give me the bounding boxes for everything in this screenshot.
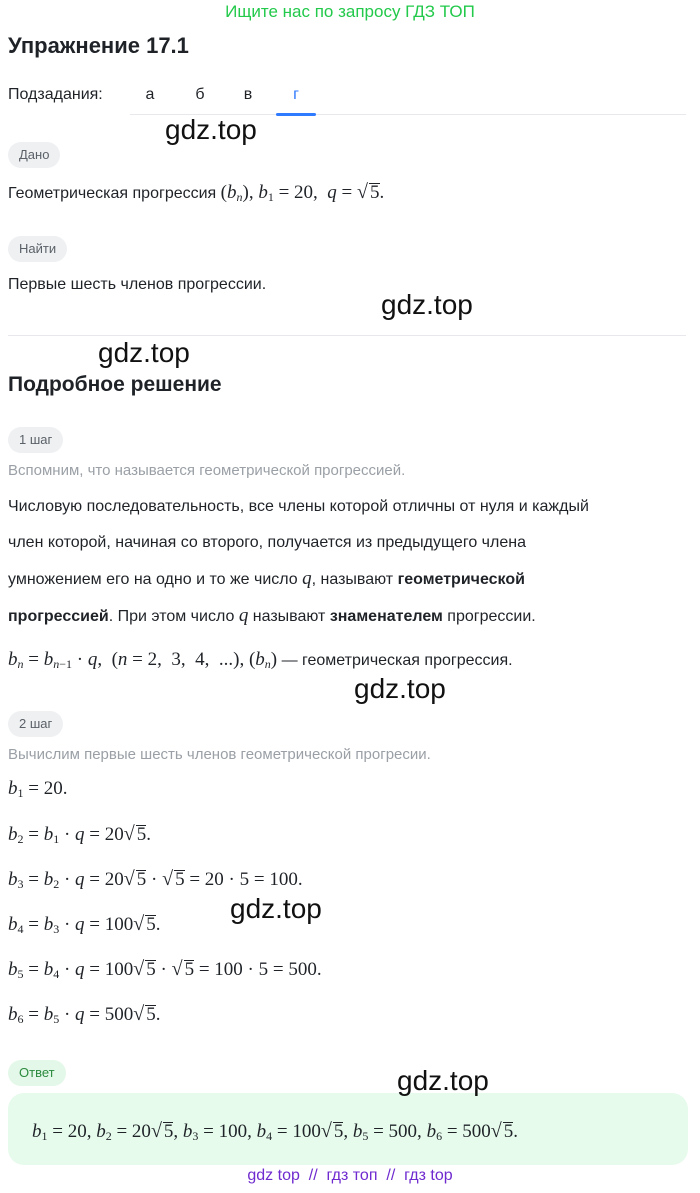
- footer-links[interactable]: gdz top // гдз топ // гдз top: [247, 1167, 453, 1184]
- step2-pill: 2 шаг: [8, 711, 63, 737]
- step1-hint: Вспомним, что называется геометрической прогрессией.: [8, 462, 406, 479]
- page-title: Упражнение 17.1: [8, 33, 189, 58]
- answer-pill: Ответ: [8, 1060, 66, 1086]
- find-pill: Найти: [8, 236, 67, 262]
- step1-pill: 1 шаг: [8, 427, 63, 453]
- watermark: gdz.top: [354, 673, 446, 704]
- formula-b6: $b_6 = b_5 \cdot q = 500√$ 5.: [8, 1003, 161, 1026]
- tab-subtask-a[interactable]: а: [145, 86, 155, 103]
- given-pill: Дано: [8, 142, 60, 168]
- watermark: gdz.top: [230, 893, 322, 924]
- watermark: gdz.top: [165, 114, 257, 145]
- subtasks-label: Подзадания:: [8, 86, 103, 103]
- formula-b3: $b_3 = b_2 \cdot q = 20√$ 5 · √ 5 = 20 · 5 = 100.: [8, 868, 303, 891]
- section-divider: [8, 335, 686, 336]
- formula-b1: $b_1 = 20$.: [8, 778, 68, 800]
- step1-definition: Числовую последовательность, все члены которой отличны от нуля и каждый член которой, начиная со второго, получается из предыдущего члена умножением его на одно и то же число q, называют геометрической прогрессией. При этом число q называют знаменателем прогрессии.: [8, 498, 589, 626]
- tab-subtask-v[interactable]: в: [243, 86, 253, 103]
- given-text: Геометрическая прогрессия $(b_n)$, $b_1 = 20$, q = √ 5.: [8, 181, 385, 204]
- solution-title: Подробное решение: [8, 373, 222, 396]
- step2-hint: Вычислим первые шесть членов геометрической прогресии.: [8, 746, 431, 763]
- find-text: Первые шесть членов прогрессии.: [8, 276, 267, 293]
- answer-formula: $b_1 = 20$, $b_2 = 20√$ 5, $b_3 = 100$, $b_4 = 100√$ 5, $b_5 = 500$, $b_6 = 500√$ 5.: [32, 1120, 519, 1143]
- formula-b4: $b_4 = b_3 \cdot q = 100√$ 5.: [8, 913, 161, 936]
- tab-subtask-b[interactable]: б: [195, 86, 205, 103]
- step1-formula: $b_n = b_{n-1} \cdot q$, (n = 2, 3, 4, ...), $(b_n)$ — геометрическая прогрессия.: [8, 649, 513, 671]
- tab-active-indicator: [276, 113, 316, 116]
- watermark: gdz.top: [397, 1065, 489, 1096]
- formula-b2: $b_2 = b_1 \cdot q = 20√$ 5.: [8, 823, 151, 846]
- watermark: gdz.top: [381, 289, 473, 320]
- given-formula: $(b_n)$, $b_1 = 20$, q = √ 5.: [220, 181, 385, 204]
- watermark: gdz.top: [98, 337, 190, 368]
- tab-subtask-g[interactable]: г: [293, 86, 299, 103]
- formula-b5: $b_5 = b_4 \cdot q = 100√$ 5 · √ 5 = 100 · 5 = 500.: [8, 958, 322, 981]
- top-banner: Ищите нас по запросу ГДЗ ТОП: [225, 2, 475, 21]
